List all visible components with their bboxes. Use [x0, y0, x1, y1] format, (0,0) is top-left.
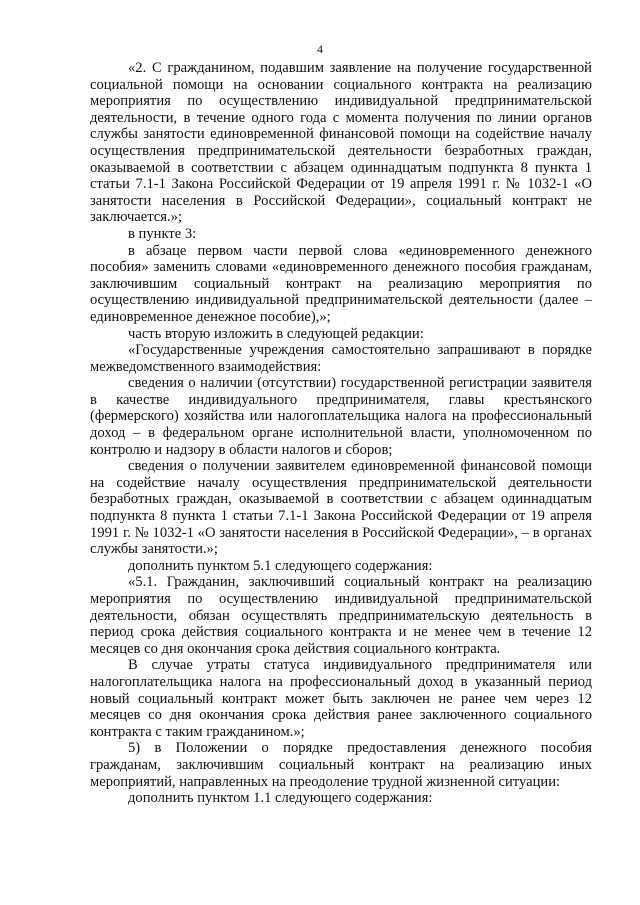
- paragraph-registration-info: сведения о наличии (отсутствии) государственной регистрации заявителя в качестве индивидуального предпринимателя, главы крестьянского (фермерского) хозяйства или налогоплательщика налога на профессиональный доход – в федеральном органе исполнительной власти, уполномоченном по контролю и надзору в области налогов и сборов;: [90, 375, 592, 458]
- paragraph-point-5-1: «5.1. Гражданин, заключивший социальный контракт на реализацию мероприятия по осуществлению индивидуальной предпринимательской деятельности, обязан осуществлять предпринимательскую деятельность в период срока действия социального контракта и не менее чем в течение 12 месяцев со дня окончания срока действия социального контракта.: [90, 574, 592, 657]
- paragraph-financial-aid-info: сведения о получении заявителем единовременной финансовой помощи на содействие началу осуществления предпринимательской деятельности безработных граждан, оказываемой в соответствии с абзацем одиннадцатым подпункта 8 пункта 1 статьи 7.1-1 Закона Российской Федерации от 19 апреля 1991 г. № 1032-1 «О занятости населения в Российской Федерации», – в органах службы занятости.»;: [90, 458, 592, 558]
- paragraph-point-3: в пункте 3:: [128, 225, 197, 242]
- page-number: 4: [317, 42, 323, 56]
- paragraph-status-loss: В случае утраты статуса индивидуального предпринимателя или налогоплательщика налога на профессиональный доход в указанный период новый социальный контракт может быть заключен не ранее чем через 12 месяцев со дня окончания срока действия ранее заключенного социального контракта с таким гражданином.»;: [90, 657, 592, 740]
- paragraph-part-two-intro: часть вторую изложить в следующей редакции:: [128, 325, 424, 342]
- paragraph-add-point-5-1: дополнить пунктом 5.1 следующего содержания:: [128, 557, 433, 574]
- paragraph-item-5: 5) в Положении о порядке предоставления денежного пособия гражданам, заключившим социальный контракт на реализацию иных мероприятий, направленных на преодоление трудной жизненной ситуации:: [90, 740, 592, 790]
- paragraph-first-paragraph-amendment: в абзаце первом части первой слова «единовременного денежного пособия» заменить словами «единовременного денежного пособия гражданам, заключившим социальный контракт на реализацию мероприятия по осуществлению индивидуальной предпринимательской деятельности (далее – единовременное денежное пособие),»;: [90, 242, 592, 325]
- document-body: [90, 60, 592, 807]
- paragraph-state-institutions: «Государственные учреждения самостоятельно запрашивают в порядке межведомственного взаимодействия:: [90, 342, 592, 375]
- paragraph-clause-2: «2. С гражданином, подавшим заявление на получение государственной социальной помощи на основании социального контракта на реализацию мероприятия по осуществлению индивидуальной предпринимательской деятельности, в течение одного года с момента получения по линии органов службы занятости единовременной финансовой помощи на содействие началу осуществления предпринимательской деятельности безработных граждан, оказываемой в соответствии с абзацем одиннадцатым подпункта 8 пункта 1 статьи 7.1-1 Закона Российской Федерации от 19 апреля 1991 г. № 1032-1 «О занятости населения в Российской Федерации», социальный контракт не заключается.»;: [90, 60, 592, 226]
- paragraph-add-point-1-1: дополнить пунктом 1.1 следующего содержания:: [128, 790, 433, 807]
